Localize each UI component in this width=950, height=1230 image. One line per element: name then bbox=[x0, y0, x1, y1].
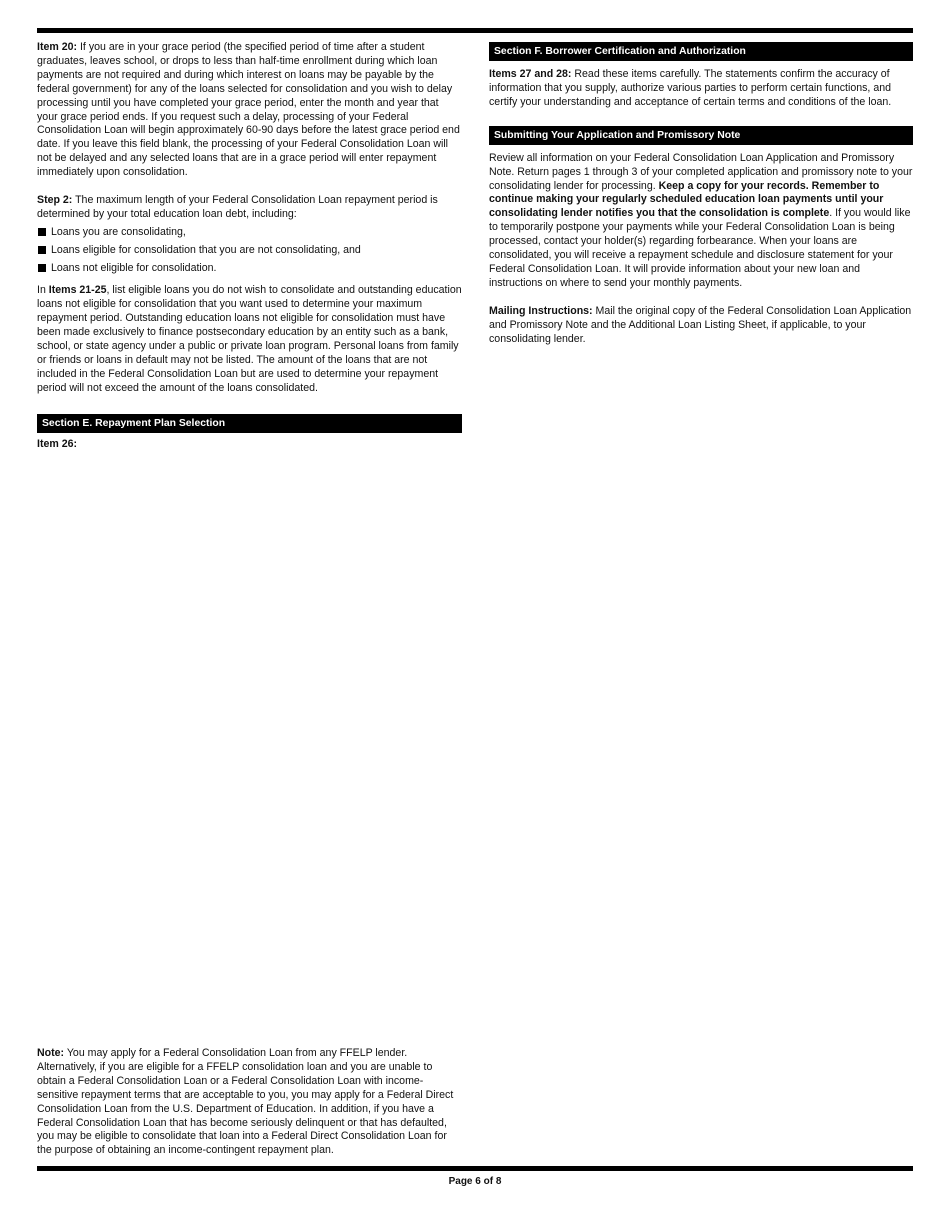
list-item: Loans not eligible for consolidation. bbox=[37, 262, 462, 276]
items2125-paragraph: In Items 21-25, list eligible loans you do not wish to consolidate and outstanding education loans not eligible for consolidation that you want used to determine your maximum repayment period. Outstanding education loans not eligible for consolidation must have been made exclusively to finance postsecondary education by an entity such as a bank, school, or state agency under a public or private loan program. Personal loans from family or friends or loans in default may not be listed. The amount of the loans that are not included in the Federal Consolidation Loan but are used to determine your repayment period will not exceed the amount of the loans consolidated. bbox=[37, 284, 462, 394]
submitting-bold-text: Keep a copy for your records. Remember to continue making your regularly scheduled education loan payments until your consolidating lender notifies you that the consolidation is complete bbox=[489, 179, 884, 220]
item26-label: Item 26: bbox=[37, 437, 78, 450]
section-e-header: Section E. Repayment Plan Selection bbox=[37, 414, 462, 433]
loan-debt-list bbox=[37, 226, 462, 277]
section-f-header: Section F. Borrower Certification and Authorization bbox=[489, 42, 913, 61]
list-item: Loans you are consolidating, bbox=[37, 226, 462, 240]
submitting-paragraph: Review all information on your Federal Consolidation Loan Application and Promissory Note. Return pages 1 through 3 of your completed application and promissory note to your consolidating lender for processing. Keep a copy for your records. Remember to continue making your regularly scheduled education loan payments until your consolidating lender notifies you that the consolidation is complete. If you would like to temporarily postpone your payments while your Federal Consolidation Loan is being processed, contact your holder(s) regarding forbearance. When your loans are consolidated, you will receive a repayment schedule and disclosure statement for your Federal Consolidation Loan. It will provide information about your new loan and instructions on where to send your monthly payments. bbox=[489, 151, 913, 289]
note-text: You may apply for a Federal Consolidation Loan from any FFELP lender. Alternatively, if you are eligible for a FFELP consolidation loan and you are unable to obtain a Federal Consolidation Loan or a Federal Consolidation Loan with income-sensitive repayment terms that are acceptable to you, you may apply for a Federal Direct Consolidation Loan from the U.S. Department of Education. In addition, if you have a Federal Consolidation Loan that has become seriously delinquent or that has defaulted, you may be eligible to consolidate that loan into a Federal Direct Consolidation Loan for the purpose of obtaining an income-contingent repayment plan. bbox=[37, 1047, 454, 1157]
item20-paragraph bbox=[37, 41, 462, 180]
note-paragraph bbox=[37, 1047, 462, 1158]
mailing-text: Mail the original copy of the Federal Consolidation Loan Application and Promissory Note and the Additional Loan Listing Sheet, if applicable, to your consolidating lender. bbox=[489, 304, 912, 345]
items2125-label: Items 21-25 bbox=[48, 284, 107, 297]
item20-label: Item 20: bbox=[37, 41, 78, 53]
items2728-text: Read these items carefully. The statements confirm the accuracy of information that you supply, authorize various parties to perform certain functions, and certify your understanding and acceptance of certain terms and conditions of the loan. bbox=[489, 68, 892, 108]
square-bullet-icon bbox=[38, 228, 46, 236]
right-column bbox=[489, 42, 913, 347]
items2125-text: , list eligible loans you do not wish to consolidate and outstanding education loans not eligible for consolidation that you want used to determine your maximum repayment period. Outstanding education loans not eligible for consolidation must have been made exclusively to finance postsecondary education by an entity such as a bank, school, or state agency under a public or private loan program. Personal loans from family or friends or loans in default may not be listed. The amount of the loans that are not included in the Federal Consolidation Loan but are used to determine your repayment period will not exceed the amount of the loans consolidated. bbox=[37, 284, 462, 394]
mailing-label: Mailing Instructions: bbox=[489, 304, 593, 317]
list-item: Loans eligible for consolidation that you are not consolidating, and bbox=[37, 244, 462, 258]
items2728-label: Items 27 and 28: bbox=[489, 68, 572, 80]
note-label: Note: bbox=[37, 1047, 65, 1059]
page-number: Page 6 of 8 bbox=[448, 1176, 502, 1187]
item26-paragraph bbox=[37, 438, 462, 452]
step2-text: The maximum length of your Federal Consolidation Loan repayment period is determined by your total education loan debt, including: bbox=[37, 194, 438, 220]
top-rule bbox=[37, 28, 913, 33]
square-bullet-icon bbox=[38, 264, 46, 272]
step2-label: Step 2: bbox=[37, 194, 73, 207]
items2728-paragraph bbox=[489, 68, 913, 110]
mailing-paragraph bbox=[489, 305, 913, 347]
step2-paragraph bbox=[37, 194, 462, 222]
left-column bbox=[37, 41, 462, 452]
item20-text: If you are in your grace period (the specified period of time after a student graduates, leaves school, or drops to less than half-time enrollment during which loan payments are not required and during which interest on loans may be payable by the federal government) for any of the loans selected for consolidation and you wish to delay processing until you have completed your grace period, enter the month and year that your grace period ends. If you request such a delay, processing of your Federal Consolidation Loan will begin approximately 60-90 days before the latest grace period end date. If you leave this field blank, the processing of your Federal Consolidation Loan will not be delayed and any selected loans that are in a grace period will enter repayment immediately upon consolidation. bbox=[37, 41, 460, 179]
submitting-header: Submitting Your Application and Promissory Note bbox=[489, 126, 913, 145]
bottom-rule bbox=[37, 1166, 913, 1171]
square-bullet-icon bbox=[38, 246, 46, 254]
